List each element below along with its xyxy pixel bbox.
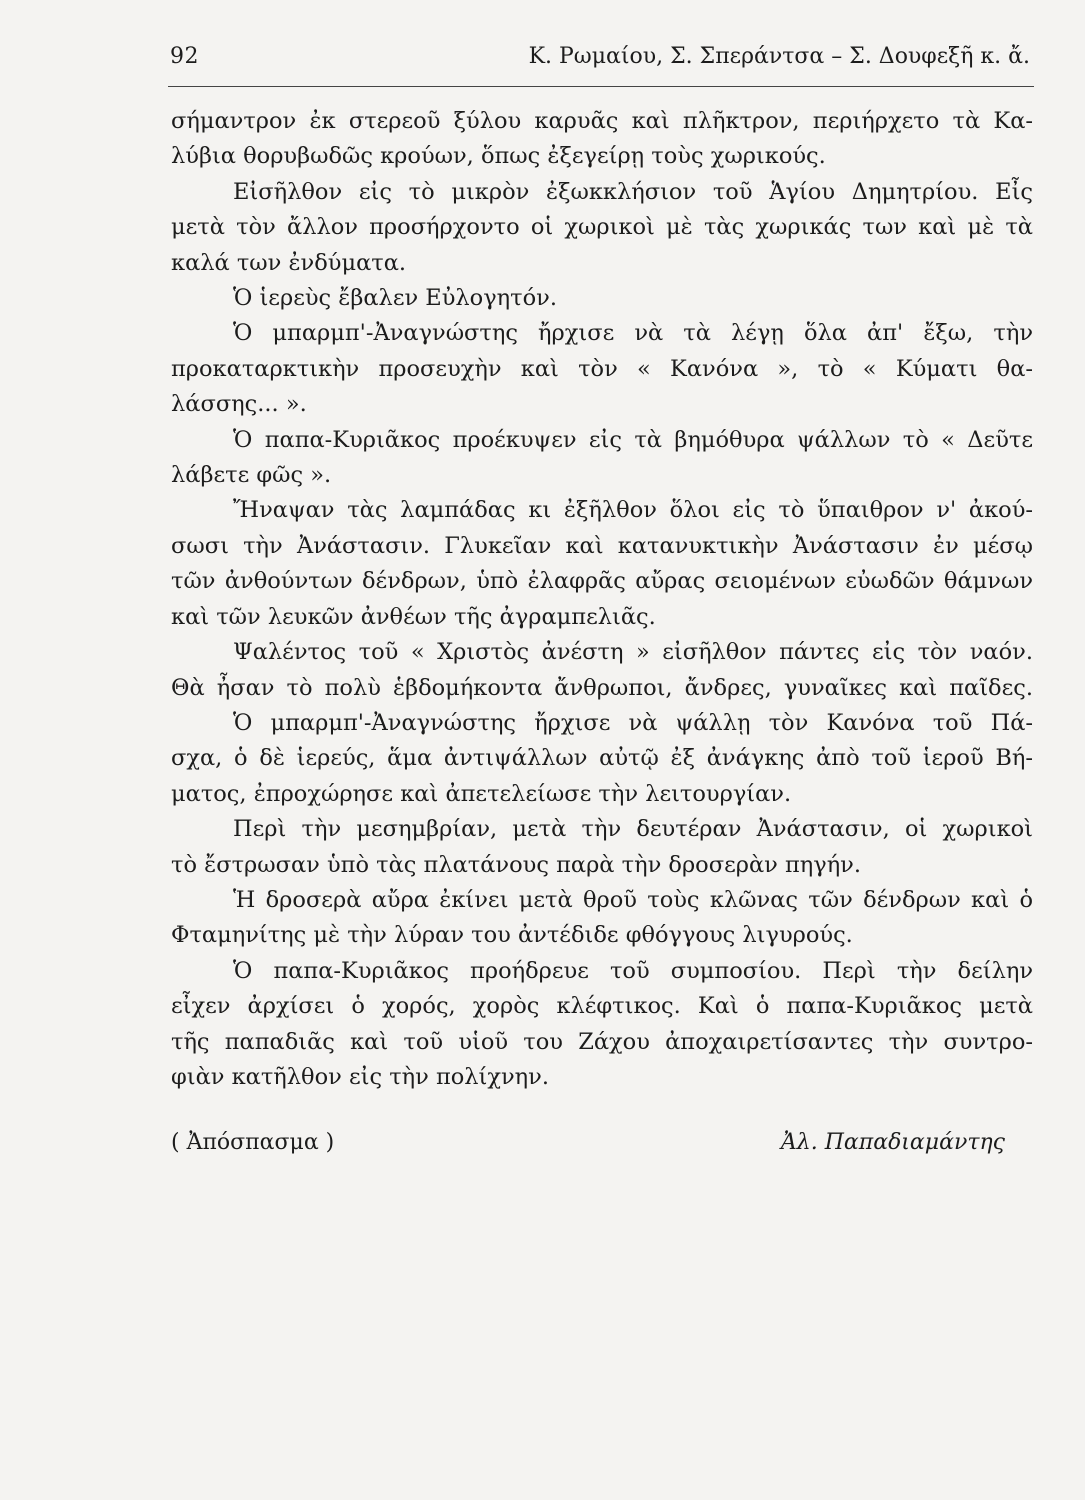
text-line: τὸ ἔστρωσαν ὑπὸ τὰς πλατάνους παρὰ τὴν δροσερὰν πηγήν. [171, 851, 862, 878]
text-line: Ὁ ἱερεὺς ἔβαλεν Εὐλογητόν. [233, 285, 557, 312]
text-line: Ὁ μπαρμπ'-Ἀναγνώστης ἤρχισε νὰ ψάλλῃ τὸν Κανόνα τοῦ Πά- [233, 709, 1033, 736]
text-line: Ὁ παπα-Κυριᾶκος προήδρευε τοῦ συμποσίου. Περὶ τὴν δείλην [233, 957, 1033, 984]
text-line: προκαταρκτικὴν προσευχὴν καὶ τὸν « Κανόνα », τὸ « Κύματι θα- [171, 355, 1033, 382]
text-line: καλά των ἐνδύματα. [171, 249, 407, 276]
text-line: λάβετε φῶς ». [171, 462, 332, 489]
text-line: Ψαλέντος τοῦ « Χριστὸς ἀνέστη » εἰσῆλθον πάντες εἰς τὸν ναόν. [233, 639, 1033, 666]
text-line: φιὰν κατῆλθον εἰς τὴν πολίχνην. [171, 1063, 549, 1090]
text-line: μετὰ τὸν ἄλλον προσήρχοντο οἱ χωρικοὶ μὲ τὰς χωρικάς των καὶ μὲ τὰ [171, 214, 1033, 241]
text-line: εἶχεν ἀρχίσει ὁ χορός, χορὸς κλέφτικος. Καὶ ὁ παπα-Κυριᾶκος μετὰ [171, 993, 1033, 1020]
text-line: Ἤναψαν τὰς λαμπάδας κι ἐξῆλθον ὅλοι εἰς τὸ ὕπαιθρον ν' ἀκού- [233, 497, 1033, 524]
page-number: 92 [170, 44, 199, 69]
text-line: Ὁ παπα-Κυριᾶκος προέκυψεν εἰς τὰ βημόθυρα ψάλλων τὸ « Δεῦτε [233, 426, 1033, 453]
text-line: σήμαντρον ἐκ στερεοῦ ξύλου καρυᾶς καὶ πλῆκτρον, περιήρχετο τὰ Κα- [171, 108, 1033, 134]
source-note: ( Ἀπόσπασμα ) [171, 1130, 335, 1155]
text-line: λάσσης... ». [171, 391, 307, 418]
text-line: τῆς παπαδιᾶς καὶ τοῦ υἱοῦ του Ζάχου ἀποχαιρετίσαντες τὴν συντρο- [171, 1028, 1033, 1055]
text-line: λύβια θορυβωδῶς κρούων, ὅπως ἐξεγείρῃ τοὺς χωρικούς. [171, 143, 826, 170]
text-line: ματος, ἐπροχώρησε καὶ ἀπετελείωσε τὴν λειτουργίαν. [171, 780, 792, 807]
text-line: Ἡ δροσερὰ αὔρα ἐκίνει μετὰ θροῦ τοὺς κλῶνας τῶν δένδρων καὶ ὁ [233, 886, 1033, 913]
author-name: Ἀλ. Παπαδιαμάντης [780, 1130, 1005, 1155]
text-line: Φταμηνίτης μὲ τὴν λύραν του ἀντέδιδε φθόγγους λιγυρούς. [171, 922, 853, 949]
page-header [170, 44, 1030, 84]
text-line: Θὰ ἦσαν τὸ πολὺ ἑβδομήκοντα ἄνθρωποι, ἄνδρες, γυναῖκες καὶ παῖδες. [171, 674, 1033, 701]
text-line: Περὶ τὴν μεσημβρίαν, μετὰ τὴν δευτέραν Ἀνάστασιν, οἱ χωρικοὶ [233, 816, 1033, 843]
text-line: Ὁ μπαρμπ'-Ἀναγνώστης ἤρχισε νὰ τὰ λέγῃ ὅλα ἀπ' ἔξω, τὴν [233, 320, 1033, 347]
text-line: καὶ τῶν λευκῶν ἀνθέων τῆς ἀγραμπελιᾶς. [171, 603, 656, 630]
text-line: τῶν ἀνθούντων δένδρων, ὑπὸ ἐλαφρᾶς αὔρας σειομένων εὐωδῶν θάμνων [171, 568, 1033, 595]
signature-block [171, 1130, 1033, 1166]
header-rule [168, 86, 1034, 87]
text-line: σχα, ὁ δὲ ἱερεύς, ἅμα ἀντιψάλλων αὐτῷ ἐξ ἀνάγκης ἀπὸ τοῦ ἱεροῦ Βή- [171, 745, 1033, 772]
text-line: Εἰσῆλθον εἰς τὸ μικρὸν ἐξωκκλήσιον τοῦ Ἁγίου Δημητρίου. Εἶς [233, 178, 1033, 205]
running-head: Κ. Ρωμαίου, Σ. Σπεράντσα – Σ. Δουφεξῆ κ. ἄ. [528, 44, 1030, 69]
body-text [171, 104, 1033, 1095]
text-line: σωσι τὴν Ἀνάστασιν. Γλυκεῖαν καὶ κατανυκτικὴν Ἀνάστασιν ἐν μέσῳ [171, 532, 1033, 559]
